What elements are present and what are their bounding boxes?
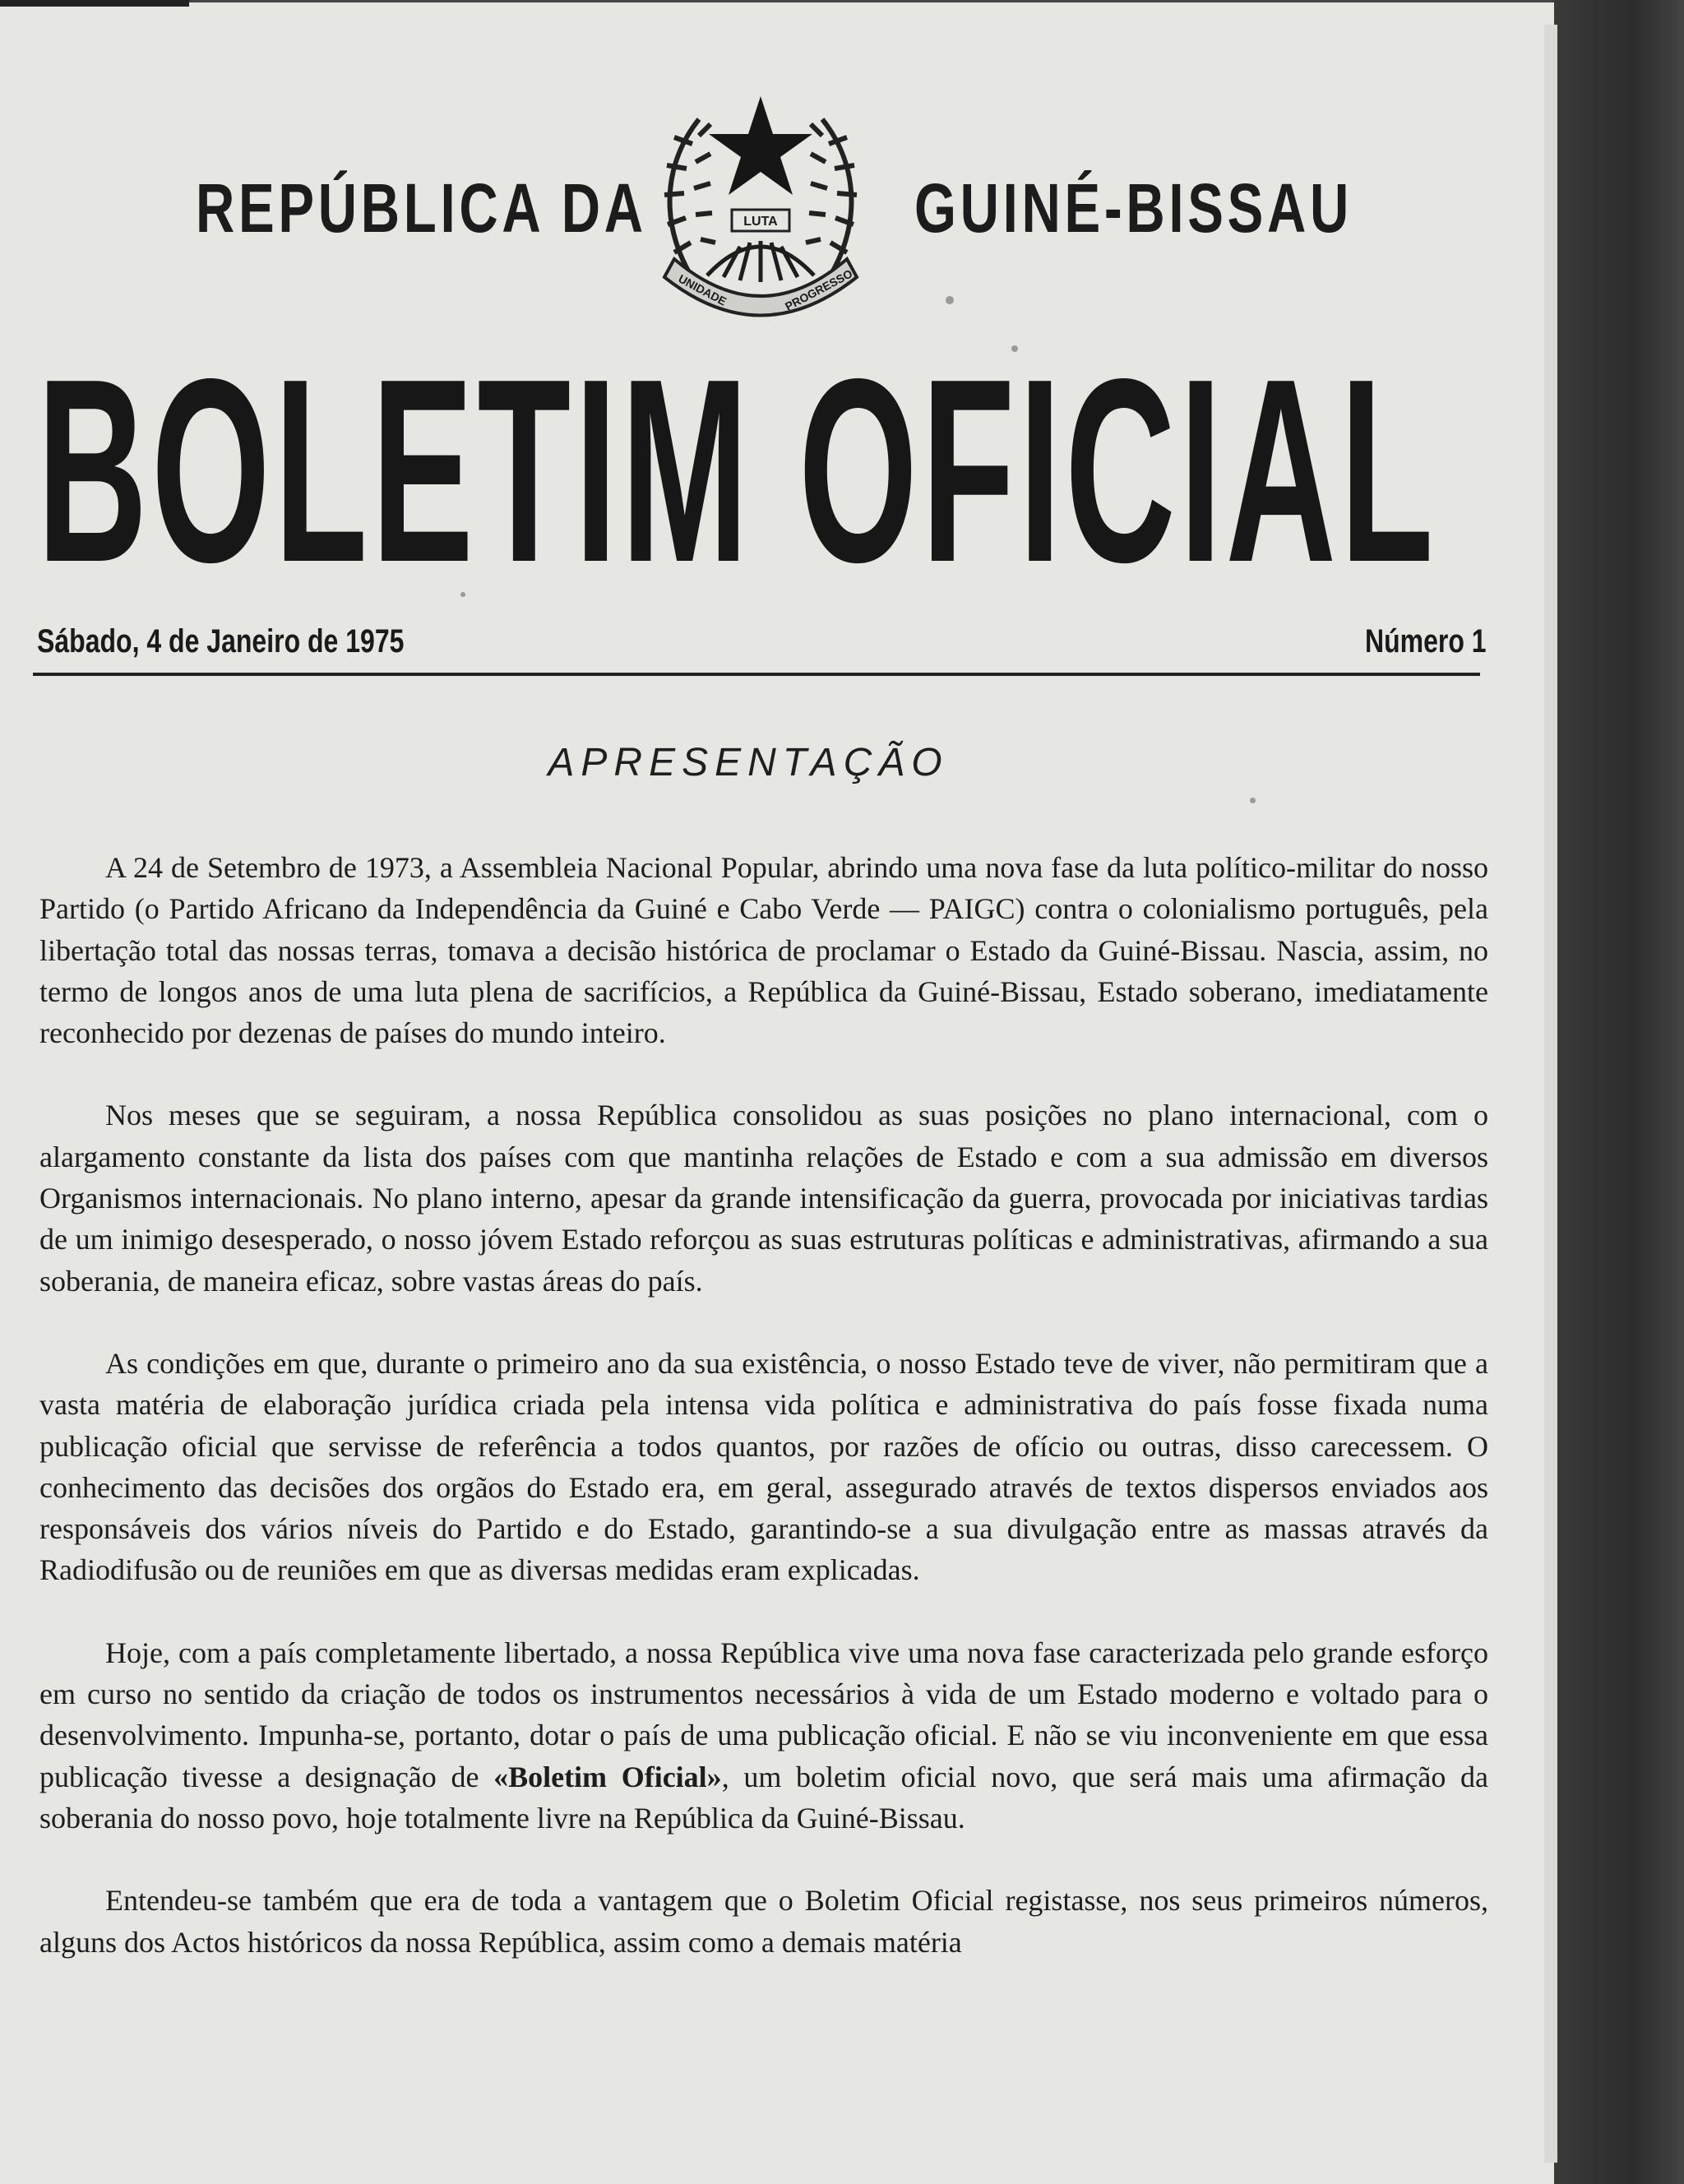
star-icon [709,96,812,195]
republic-label-right: GUINÉ-BISSAU [914,169,1353,247]
article-body [39,847,1488,1963]
emblem-motto-right: PROGRESSO [783,266,855,313]
scan-speck [460,592,465,597]
masthead [37,368,1468,574]
paragraph: Entendeu-se também que era de toda a vantagem que o Boletim Oficial registasse, nos seus primeiros números, alguns dos Actos históricos da nossa República, assim como a demais matéria [39,1884,1488,1959]
wreath-left [664,119,715,275]
emblem-motto-left: UNIDADE [676,271,729,308]
paragraph-text: Hoje, com a país completamente libertado, a nossa República vive uma nova fase caracterizada pelo grande esforço em curso no sentido da criação de todos os instrumentos necessários à vida de um Estado moderno e voltado para o desenvolvimento. Impunha-se, portanto, dotar o país de uma publicação oficial. E não se viu inconveniente em que essa publicação tivesse a designação de [39,1636,1488,1793]
paragraph-text: , um boletim oficial novo, que será mais uma afirmação da soberania do nosso povo, hoje totalmente livre na República da Guiné-Bissau. [39,1760,1488,1835]
wreath-right [806,119,857,275]
issue-number: Número 1 [1365,623,1487,659]
emblem-motto-top: LUTA [743,215,778,229]
scan-edge-shadow [1554,0,1684,2184]
boletim-oficial-name: «Boletim Oficial» [493,1760,722,1793]
paragraph: Nos meses que se seguiram, a nossa República consolidou as suas posições no plano internacional, com o alargamento constante da lista dos países com que mantinha relações de Estado e com a sua admissão em diversos Organismos internacionais. No plano interno, apesar da grande intensificação da guerra, provocada por iniciativas tardias de um inimigo desesperado, o nosso jóvem Estado reforçou as suas estruturas políticas e administrativas, afirmando a sua soberania, de maneira eficaz, sobre vastas áreas do país. [39,1099,1488,1298]
article-heading: APRESENTAÇÃO [548,741,949,784]
republic-label-left: REPÚBLICA DA [196,169,647,247]
masthead-title: BOLETIM OFICIAL [37,368,1437,574]
page-edge [1544,25,1557,2163]
header-rule [33,673,1480,676]
paragraph [39,1632,1488,1839]
paragraph: As condições em que, durante o primeiro ano da sua existência, o nosso Estado teve de viver, não permitiram que a vasta matéria de elaboração jurídica criada pela intensa vida política e administrativa do país fosse fixada numa publicação oficial que servisse de referência a todos quantos, por razões de ofício ou outras, disso carecessem. O conhecimento das decisões dos orgãos do Estado era, em geral, assegurado através de textos dispersos enviados aos responsáveis dos vários níveis do Partido e do Estado, garantindo-se a sua divulgação entre as massas através da Radiodifusão ou de reuniões em que as diversas medidas eram explicadas. [39,1346,1488,1587]
top-edge-rule [0,0,189,7]
emblem-shell [707,241,814,282]
scan-speck [1250,798,1256,803]
national-emblem [641,86,880,333]
scan-speck [946,296,954,304]
scan-speck [1011,345,1018,352]
paragraph: A 24 de Setembro de 1973, a Assembleia Nacional Popular, abrindo uma nova fase da luta político-militar do nosso Partido (o Partido Africano da Independência da Guiné e Cabo Verde — PAIGC) contra o colonialismo português, pela libertação total das nossas terras, tomava a decisão histórica de proclamar o Estado da Guiné-Bissau. Nascia, assim, no termo de longos anos de uma luta plena de sacrifícios, a República da Guiné-Bissau, Estado soberano, imediatamente reconhecido por dezenas de países do mundo inteiro. [39,851,1488,1050]
issue-date: Sábado, 4 de Janeiro de 1975 [37,623,405,659]
top-edge-line [189,0,1554,2]
